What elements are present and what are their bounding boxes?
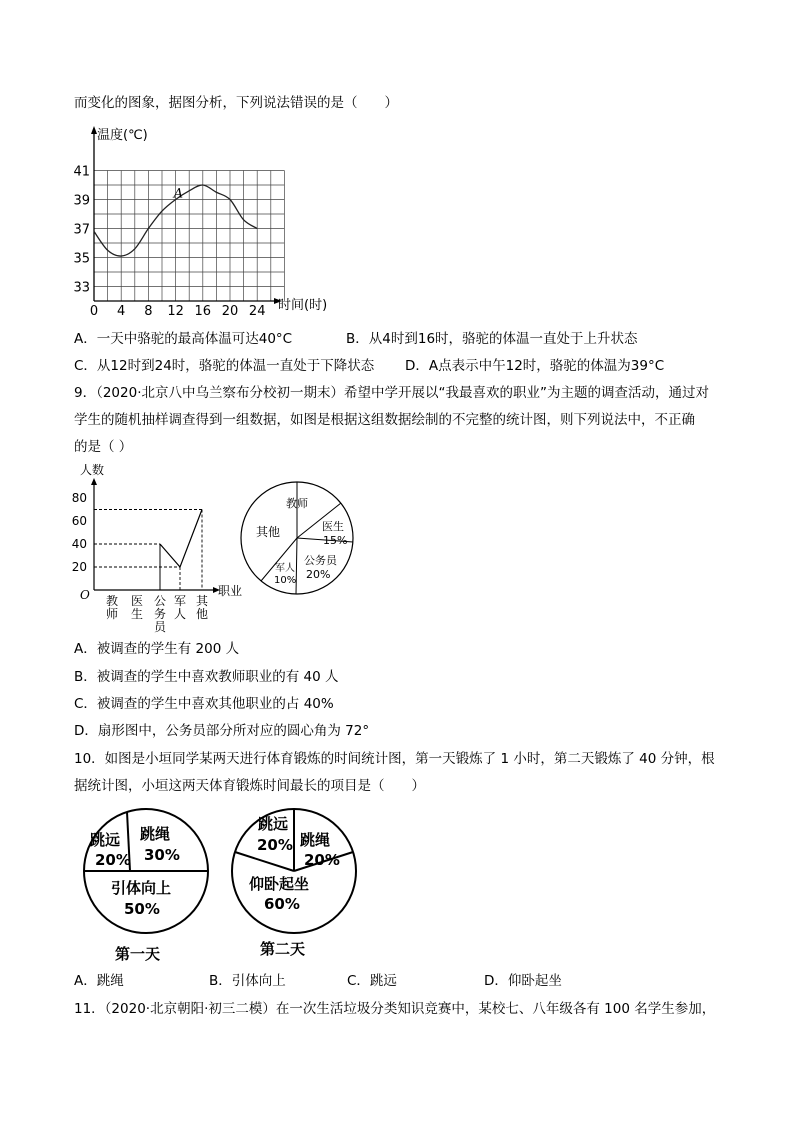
day1-pct-jump-far: 20% — [95, 851, 131, 869]
q10-stem-line1: 10．如图是小垣同学某两天进行体育锻炼的时间统计图，第一天锻炼了 1 小时，第二天锻炼了 40 分钟，根 — [74, 751, 715, 767]
day2-label-jump-far: 跳远 — [258, 815, 289, 833]
q9-option-a: A．被调查的学生有 200 人 — [74, 641, 240, 657]
occupation-line — [160, 510, 202, 568]
day1-label-pullup: 引体向上 — [111, 879, 172, 897]
occ-x-label: 职业 — [218, 584, 243, 598]
q8-option-b: B．从4时到16时，骆驼的体温一直处于上升状态 — [346, 331, 638, 347]
temp-x-tick: 8 — [144, 304, 153, 319]
q9-option-d: D．扇形图中，公务员部分所对应的圆心角为 72° — [74, 723, 370, 739]
occ-y-tick: 20 — [71, 560, 87, 574]
temp-y-label: 温度(℃) — [97, 128, 148, 143]
pie-label-soldier: 军人 — [275, 563, 295, 574]
q10-option-b: B．引体向上 — [209, 973, 286, 989]
point-a-label: A — [173, 186, 183, 202]
day1-pie-chart — [74, 808, 224, 968]
occ-category-label: 医生 — [130, 594, 144, 621]
day2-pie-chart — [224, 805, 374, 965]
day2-label-situp: 仰卧起坐 — [249, 875, 310, 893]
occ-category-label: 教师 — [105, 594, 119, 621]
day1-pct-pullup: 50% — [124, 900, 160, 918]
q10-option-a: A．跳绳 — [74, 973, 124, 989]
q8-option-c: C．从12时到24时，骆驼的体温一直处于下降状态 — [74, 358, 375, 374]
temp-x-tick: 16 — [194, 304, 212, 319]
day2-pct-situp: 60% — [264, 895, 300, 913]
temp-x-tick: 0 — [89, 304, 99, 319]
day1-title: 第一天 — [115, 945, 161, 963]
temp-y-tick: 39 — [73, 193, 90, 209]
q9-stem-line3: 的是（ ） — [74, 439, 133, 455]
q10-stem-line2: 据统计图，小垣这两天体育锻炼时间最长的项目是（ ） — [74, 778, 425, 794]
q9-option-c: C．被调查的学生中喜欢其他职业的占 40% — [74, 696, 334, 712]
day2-title: 第二天 — [260, 940, 306, 958]
q8-stem-tail: 而变化的图象，据图分析，下列说法错误的是（ ） — [74, 95, 398, 111]
occ-y-arrow — [91, 478, 97, 485]
day2-pct-jump-far: 20% — [257, 836, 293, 854]
temperature-line-chart — [70, 123, 360, 323]
q10-option-c: C．跳远 — [347, 973, 397, 989]
occ-y-tick: 80 — [71, 491, 87, 505]
q8-option-d: D．A点表示中午12时，骆驼的体温为39°C — [405, 358, 665, 374]
q9-stem-line1: 9．（2020·北京八中乌兰察布分校初一期末）希望中学开展以“我最喜欢的职业”为主题的调查活动，通过对 — [74, 385, 709, 401]
q10-option-d: D．仰卧起坐 — [484, 973, 562, 989]
occ-category-label: 公务员 — [153, 594, 167, 634]
temp-y-tick: 37 — [73, 222, 90, 238]
pie-pct-soldier: 10% — [274, 575, 297, 586]
day1-label-jump-far: 跳远 — [90, 831, 121, 849]
day1-pct-rope: 30% — [144, 846, 180, 864]
temp-x-tick: 12 — [167, 304, 184, 319]
occ-category-label: 军人 — [173, 594, 187, 621]
temp-y-tick: 41 — [73, 164, 90, 180]
occupation-line-chart — [68, 462, 248, 637]
occupation-pie-chart — [240, 478, 365, 603]
temp-y-tick: 33 — [73, 280, 90, 296]
pie-pct-civil: 20% — [306, 568, 331, 581]
q9-stem-line2: 学生的随机抽样调查得到一组数据，如图是根据这组数据绘制的不完整的统计图，则下列说法中，不正确 — [74, 412, 695, 428]
pie-label-civil: 公务员 — [304, 554, 337, 567]
occ-y-tick: 40 — [71, 537, 87, 551]
occ-category-label: 其他 — [195, 594, 209, 621]
occ-y-tick: 60 — [71, 514, 87, 528]
temp-x-label: 时间(时) — [278, 298, 328, 313]
q9-option-b: B．被调查的学生中喜欢教师职业的有 40 人 — [74, 669, 339, 685]
temp-x-tick: 24 — [248, 304, 266, 319]
day2-pct-rope: 20% — [304, 851, 340, 869]
pie-pct-doctor: 15% — [323, 534, 348, 547]
pie-label-teacher: 教师 — [286, 497, 308, 510]
occ-y-label: 人数 — [80, 463, 105, 477]
q11-stem-line1: 11．（2020·北京朝阳·初三二模）在一次生活垃圾分类知识竞赛中，某校七、八年级各有 100 名学生参加， — [74, 1001, 716, 1017]
pie-label-doctor: 医生 — [322, 520, 344, 533]
day1-label-rope: 跳绳 — [140, 825, 171, 843]
occ-origin: O — [80, 588, 90, 602]
temp-y-tick: 35 — [73, 251, 90, 267]
day2-label-rope: 跳绳 — [300, 831, 331, 849]
temp-x-tick: 20 — [221, 304, 239, 319]
temp-x-tick: 4 — [117, 304, 126, 319]
pie-label-other: 其他 — [256, 525, 281, 539]
q8-option-a: A．一天中骆驼的最高体温可达40°C — [74, 331, 293, 347]
